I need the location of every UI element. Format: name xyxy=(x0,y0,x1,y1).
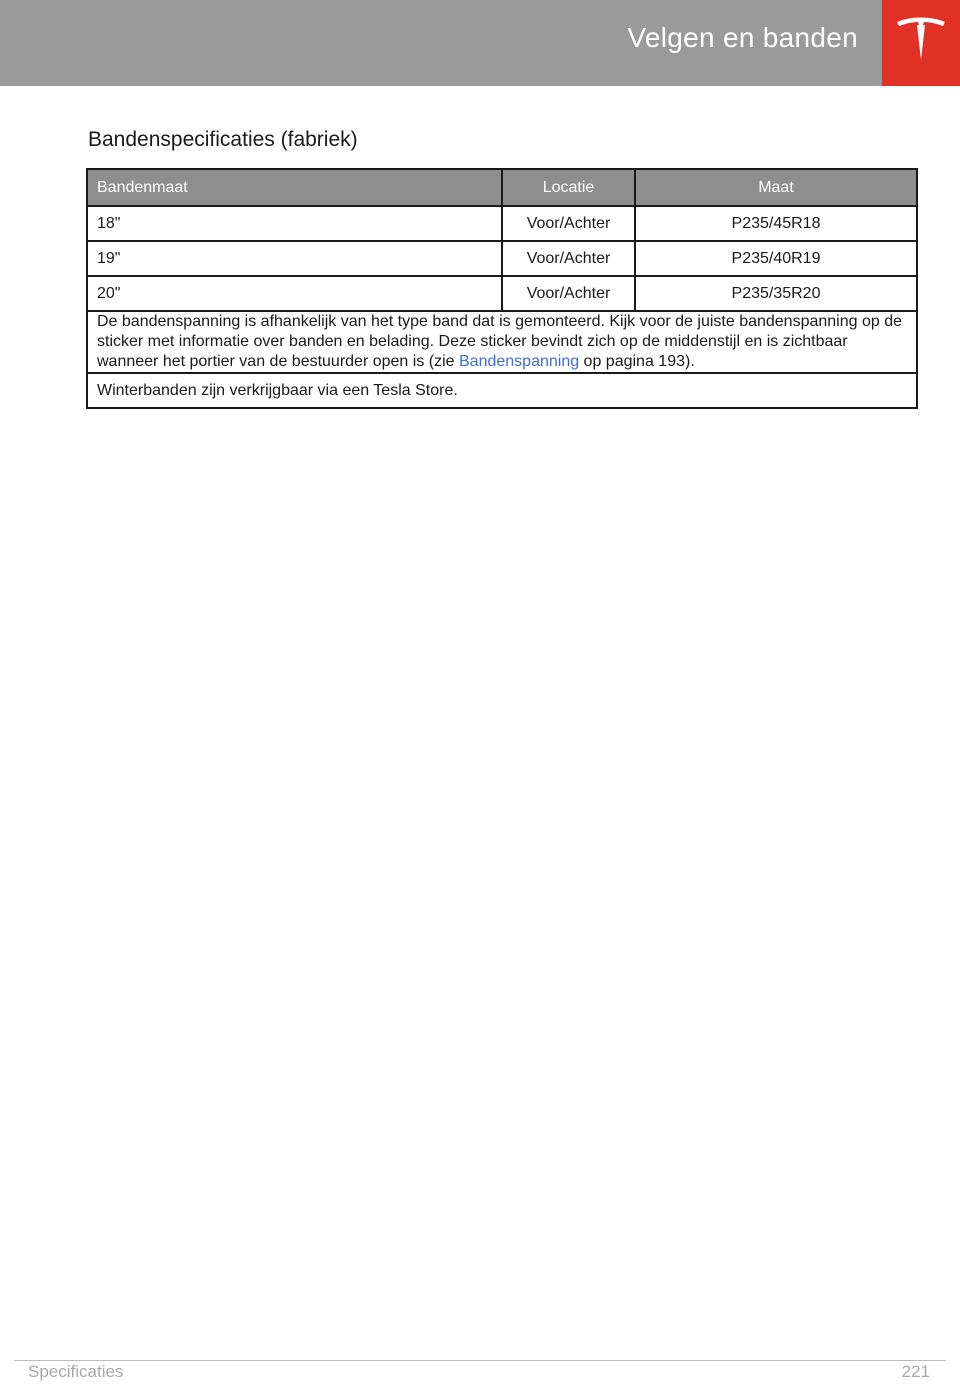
column-header-dimension: Maat xyxy=(635,169,917,206)
cell-location: Voor/Achter xyxy=(502,206,635,241)
page-header xyxy=(0,0,960,86)
note-text-before: De bandenspanning is afhankelijk van het type band dat is gemonteerd. Kijk voor de juiste bandenspanning op de sticker met informatie over banden en belading. Deze sticker bevindt zich op de middenstijl en is zichtbaar wanneer het portier van de bestuurder open is (zie xyxy=(97,313,903,370)
page-number: 221 xyxy=(901,1362,930,1381)
cell-location: Voor/Achter xyxy=(502,241,635,276)
cell-location: Voor/Achter xyxy=(502,276,635,311)
tesla-logo-icon xyxy=(895,14,947,66)
table-row xyxy=(87,276,917,311)
footer-section-label: Specificaties xyxy=(28,1362,124,1381)
cell-size: 19" xyxy=(87,241,502,276)
cell-size: 18" xyxy=(87,206,502,241)
logo-badge xyxy=(882,0,960,86)
table-row xyxy=(87,206,917,241)
cell-dimension: P235/45R18 xyxy=(635,206,917,241)
footer-divider xyxy=(14,1360,946,1361)
tire-pressure-note xyxy=(87,311,917,373)
tire-pressure-link[interactable]: Bandenspanning xyxy=(459,353,580,370)
column-header-location: Locatie xyxy=(502,169,635,206)
table-header-row xyxy=(87,169,917,206)
winter-tire-note: Winterbanden zijn verkrijgbaar via een Tesla Store. xyxy=(87,373,917,408)
chapter-title: Velgen en banden xyxy=(627,22,858,53)
tire-spec-table xyxy=(86,168,918,409)
table-row xyxy=(87,241,917,276)
cell-size: 20" xyxy=(87,276,502,311)
column-header-size: Bandenmaat xyxy=(87,169,502,206)
cell-dimension: P235/35R20 xyxy=(635,276,917,311)
table-winter-row xyxy=(87,373,917,408)
note-text-after: op pagina 193). xyxy=(579,353,695,370)
table-note-row xyxy=(87,311,917,373)
section-title: Bandenspecificaties (fabriek) xyxy=(88,128,358,151)
cell-dimension: P235/40R19 xyxy=(635,241,917,276)
